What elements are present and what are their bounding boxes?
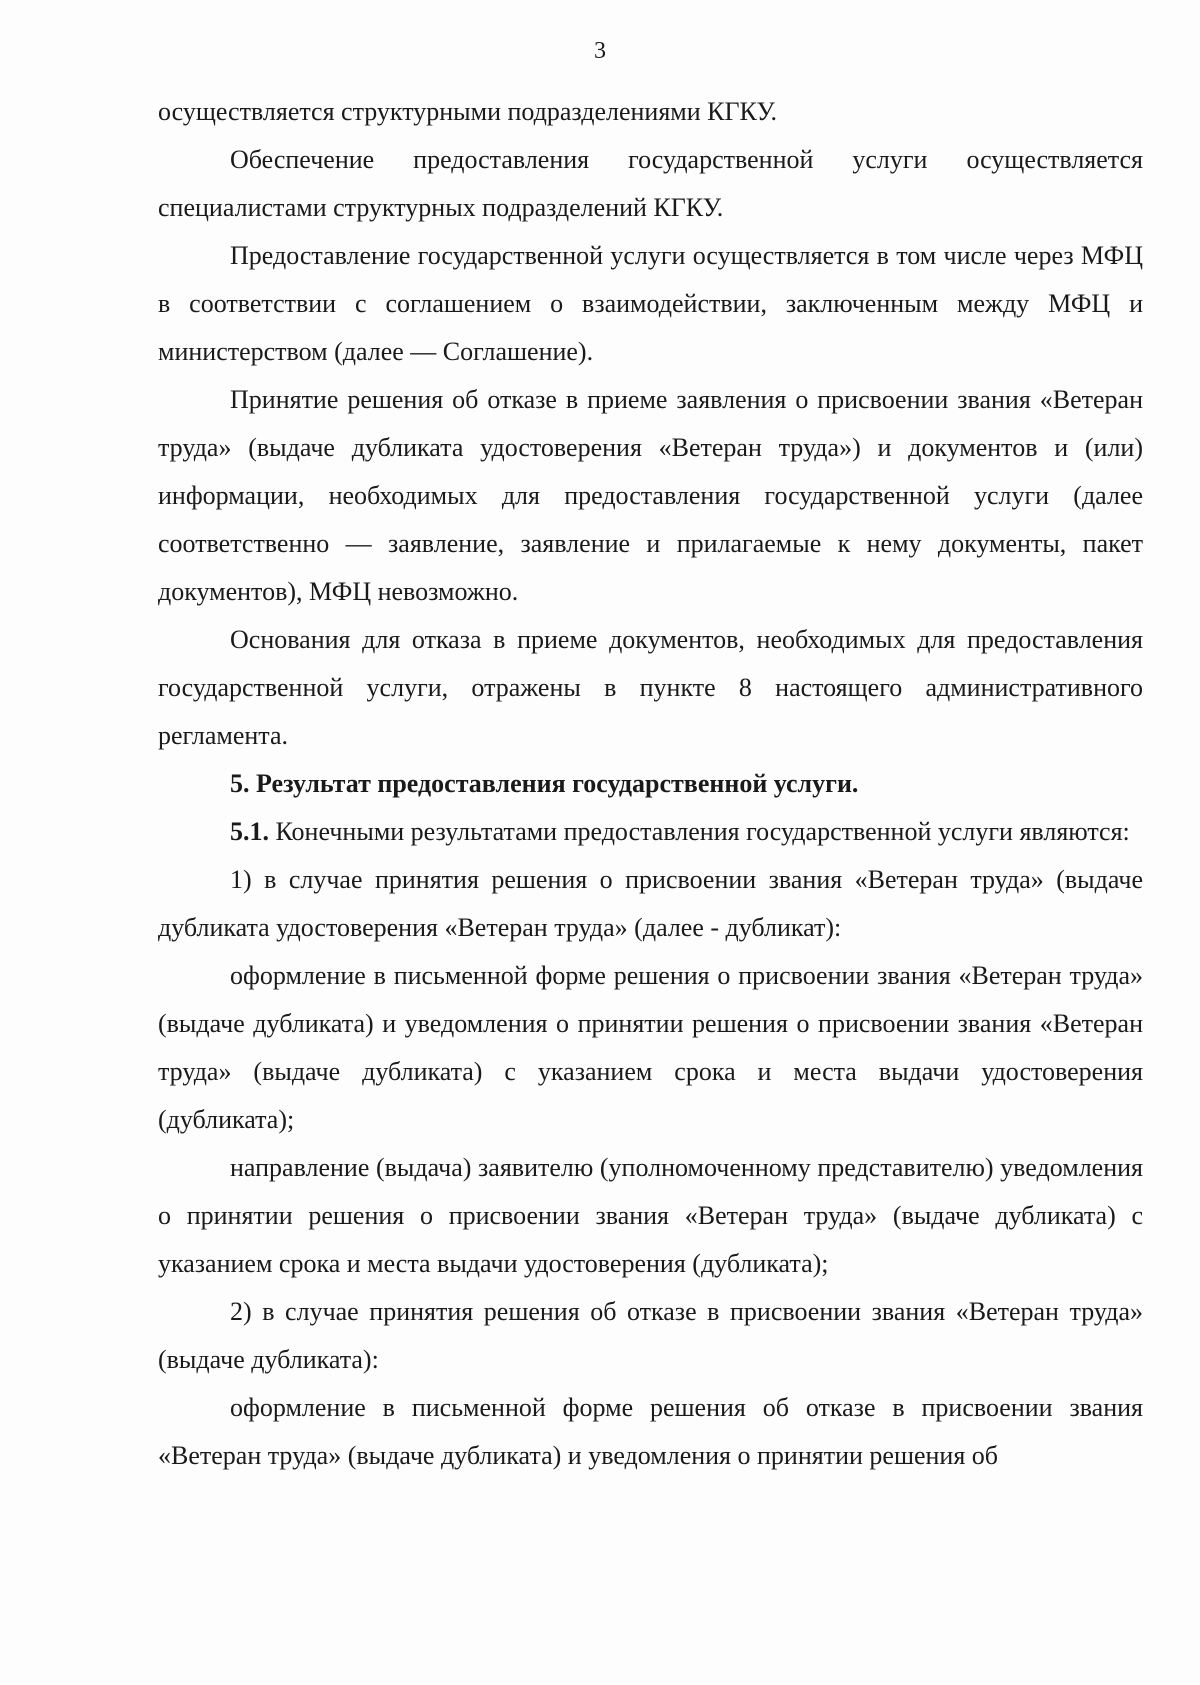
paragraph: осуществляется структурными подразделениями КГКУ. [158, 97, 778, 126]
paragraph: Основания для отказа в приеме документов, необходимых для предоставления государственной услуги, отражены в пункте 8 настоящего административного регламента. [158, 625, 1143, 750]
document-body [158, 88, 1143, 1480]
clause-number: 5.1. [230, 817, 269, 846]
list-item: 2) в случае принятия решения об отказе в присвоении звания «Ветеран труда» (выдаче дубликата): [158, 1297, 1143, 1374]
paragraph: оформление в письменной форме решения об отказе в присвоении звания «Ветеран труда» (выдаче дубликата) и уведомления о принятии решения об [158, 1393, 1143, 1470]
paragraph: направление (выдача) заявителю (уполномоченному представителю) уведомления о принятии решения о присвоении звания «Ветеран труда» (выдаче дубликата) с указанием срока и места выдачи удостоверения (дубликата); [158, 1153, 1143, 1278]
paragraph: Обеспечение предоставления государственной услуги осуществляется специалистами структурных подразделений КГКУ. [158, 145, 1143, 222]
clause-paragraph [158, 808, 1143, 856]
list-item: 1) в случае принятия решения о присвоении звания «Ветеран труда» (выдаче дубликата удостоверения «Ветеран труда» (далее - дубликат): [158, 865, 1143, 942]
page-number: 3 [594, 38, 606, 64]
paragraph: Предоставление государственной услуги осуществляется в том числе через МФЦ в соответствии с соглашением о взаимодействии, заключенным между МФЦ и министерством (далее — Соглашение). [158, 241, 1143, 366]
clause-text: Конечными результатами предоставления государственной услуги являются: [275, 817, 1130, 846]
paragraph: Принятие решения об отказе в приеме заявления о присвоении звания «Ветеран труда» (выдаче дубликата удостоверения «Ветеран труда») и документов и (или) информации, необходимых для предоставления государственной услуги (далее соответственно — заявление, заявление и прилагаемые к нему документы, пакет документов), МФЦ невозможно. [158, 385, 1143, 606]
section-heading: 5. Результат предоставления государственной услуги. [230, 769, 859, 798]
paragraph: оформление в письменной форме решения о присвоении звания «Ветеран труда» (выдаче дубликата) и уведомления о принятии решения о присвоении звания «Ветеран труда» (выдаче дубликата) с указанием срока и места выдачи удостоверения (дубликата); [158, 961, 1143, 1134]
